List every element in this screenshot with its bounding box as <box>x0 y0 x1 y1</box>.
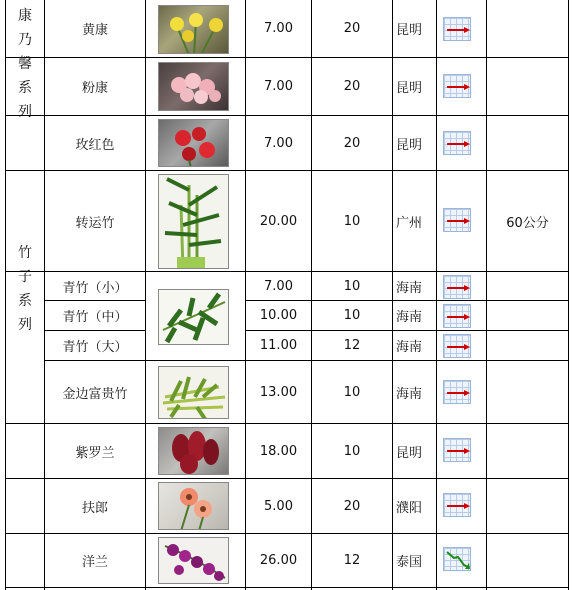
trend-up-icon[interactable] <box>443 131 471 155</box>
origin: 昆明 <box>396 81 423 96</box>
origin: 濮阳 <box>396 500 423 516</box>
price: 11.00 <box>259 338 298 353</box>
quantity: 10 <box>343 384 361 400</box>
gold-edge-bamboo-photo <box>158 366 229 419</box>
trend-up-icon[interactable] <box>443 304 471 328</box>
plant-image <box>159 175 229 269</box>
quantity: 12 <box>343 553 361 568</box>
spec <box>487 534 568 587</box>
pink-carnation-photo <box>158 62 229 111</box>
group-char: 系 <box>18 80 32 96</box>
product-name: 紫罗兰 <box>75 445 115 461</box>
group-char: 子 <box>18 269 32 285</box>
plant-image <box>159 367 229 419</box>
group-char: 列 <box>18 317 32 333</box>
origin: 广州 <box>396 215 423 231</box>
product-name: 青竹（大） <box>62 340 128 355</box>
quantity: 20 <box>343 21 361 36</box>
group-char: 乃 <box>18 32 32 48</box>
flower-image <box>159 63 229 111</box>
price: 5.00 <box>264 498 293 514</box>
origin: 昆明 <box>396 23 423 38</box>
orchid-photo <box>158 537 229 584</box>
origin: 海南 <box>396 340 423 355</box>
spec <box>487 58 568 115</box>
origin: 昆明 <box>396 137 423 153</box>
group-char: 列 <box>18 104 32 120</box>
group-char: 竹 <box>18 245 32 261</box>
plant-image <box>159 290 229 345</box>
trend-up-icon[interactable] <box>443 275 471 299</box>
product-name: 青竹（小） <box>62 280 128 296</box>
stock-flower-photo <box>158 427 229 475</box>
origin: 海南 <box>396 280 423 296</box>
quantity: 12 <box>343 338 361 353</box>
quantity: 20 <box>343 79 361 94</box>
price: 7.00 <box>264 278 293 294</box>
quantity: 10 <box>343 278 361 294</box>
flower-image <box>159 428 229 475</box>
price: 7.00 <box>264 21 293 36</box>
trend-up-icon[interactable] <box>443 74 471 98</box>
product-name: 青竹（中） <box>62 310 128 325</box>
group-label-carnation <box>6 0 44 170</box>
trend-up-icon[interactable] <box>443 208 471 232</box>
quantity: 10 <box>343 443 361 459</box>
price: 20.00 <box>259 213 298 229</box>
quantity: 20 <box>343 135 361 151</box>
product-name: 扶郎 <box>81 500 108 516</box>
quantity: 10 <box>343 308 361 323</box>
origin: 海南 <box>396 310 423 325</box>
quantity: 10 <box>343 213 361 229</box>
price: 26.00 <box>259 553 298 568</box>
quantity: 20 <box>343 498 361 514</box>
trend-up-icon[interactable] <box>443 334 471 358</box>
yellow-carnation-photo <box>158 5 229 54</box>
product-name: 转运竹 <box>75 215 115 231</box>
row-divider <box>5 587 569 588</box>
trend-up-icon[interactable] <box>443 438 471 462</box>
trend-up-icon[interactable] <box>443 380 471 404</box>
price: 7.00 <box>264 79 293 94</box>
product-name: 粉康 <box>81 81 108 96</box>
spec <box>487 361 568 423</box>
product-name: 玫红色 <box>75 137 115 153</box>
product-name: 金边富贵竹 <box>62 386 128 402</box>
spec <box>487 116 568 170</box>
price: 13.00 <box>259 384 298 400</box>
spec <box>487 424 568 478</box>
flower-image <box>159 6 229 54</box>
lucky-bamboo-photo <box>158 174 229 269</box>
trend-up-icon[interactable] <box>443 17 471 41</box>
group-char: 馨 <box>18 56 32 72</box>
spec <box>487 0 568 57</box>
product-name: 黄康 <box>81 23 108 38</box>
price: 18.00 <box>259 443 298 459</box>
flower-image <box>159 538 229 584</box>
green-bamboo-photo <box>158 289 229 345</box>
price: 10.00 <box>259 308 298 323</box>
column-divider <box>145 0 146 590</box>
origin: 昆明 <box>396 445 423 461</box>
origin: 泰国 <box>396 555 423 570</box>
flower-image <box>159 483 229 530</box>
gerbera-photo <box>158 482 229 530</box>
price: 7.00 <box>264 135 293 151</box>
spec: 60公分 <box>506 215 549 231</box>
group-char: 系 <box>18 293 32 309</box>
group-char: 康 <box>18 8 32 24</box>
spec <box>487 479 568 533</box>
column-divider <box>568 0 569 590</box>
origin: 海南 <box>396 386 423 402</box>
column-divider <box>436 0 437 590</box>
trend-up-icon[interactable] <box>443 493 471 517</box>
trend-down-icon[interactable] <box>443 547 471 571</box>
product-name: 洋兰 <box>81 555 108 570</box>
flower-image <box>159 120 229 167</box>
red-carnation-photo <box>158 119 229 167</box>
group-label-bamboo <box>6 241 44 349</box>
